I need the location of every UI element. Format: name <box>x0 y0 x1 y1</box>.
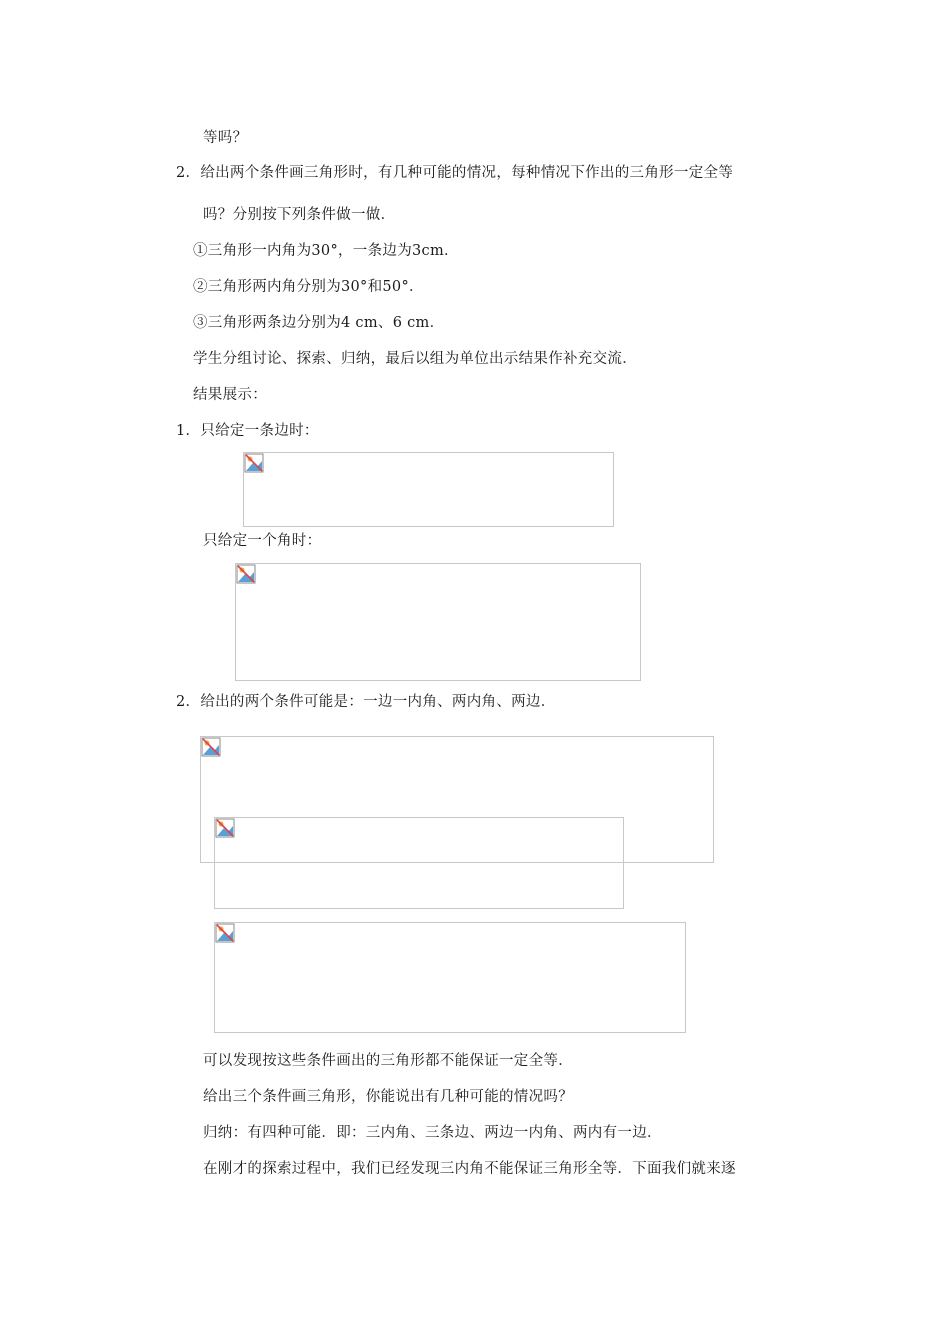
figure-one-angle <box>235 563 641 681</box>
broken-image-icon <box>215 818 235 838</box>
figure-two-sides <box>214 922 686 1033</box>
text-question-2-cont: 吗？分别按下列条件做一做． <box>203 207 396 223</box>
text-question-2: 2．给出两个条件画三角形时，有几种可能的情况，每种情况下作出的三角形一定全等 <box>176 165 734 181</box>
broken-image-icon <box>244 453 264 473</box>
text-results-heading: 结果展示： <box>193 387 267 403</box>
broken-image-icon <box>201 737 221 757</box>
text-line-continuation: 等吗？ <box>203 130 248 146</box>
broken-image-icon <box>236 564 256 584</box>
text-exploration: 在刚才的探索过程中，我们已经发现三内角不能保证三角形全等．下面我们就来逐 <box>203 1161 736 1177</box>
text-condition-1: ①三角形一内角为30°，一条边为3cm． <box>193 243 459 259</box>
text-conclusion: 可以发现按这些条件画出的三角形都不能保证一定全等． <box>203 1053 573 1069</box>
text-result-2: 2．给出的两个条件可能是：一边一内角、两内角、两边． <box>176 694 556 710</box>
text-result-1: 1．只给定一条边时： <box>176 423 319 439</box>
figure-one-side <box>243 452 614 527</box>
text-one-angle: 只给定一个角时： <box>203 533 322 549</box>
text-condition-2: ②三角形两内角分别为30°和50°． <box>193 279 424 295</box>
text-condition-3: ③三角形两条边分别为4 cm、6 cm． <box>193 315 445 331</box>
text-discussion: 学生分组讨论、探索、归纳，最后以组为单位出示结果作补充交流． <box>193 351 637 367</box>
text-summary: 归纳：有四种可能．即：三内角、三条边、两边一内角、两内有一边． <box>203 1125 662 1141</box>
text-three-conditions: 给出三个条件画三角形，你能说出有几种可能的情况吗？ <box>203 1089 573 1105</box>
figure-two-angles <box>214 817 624 909</box>
broken-image-icon <box>215 923 235 943</box>
